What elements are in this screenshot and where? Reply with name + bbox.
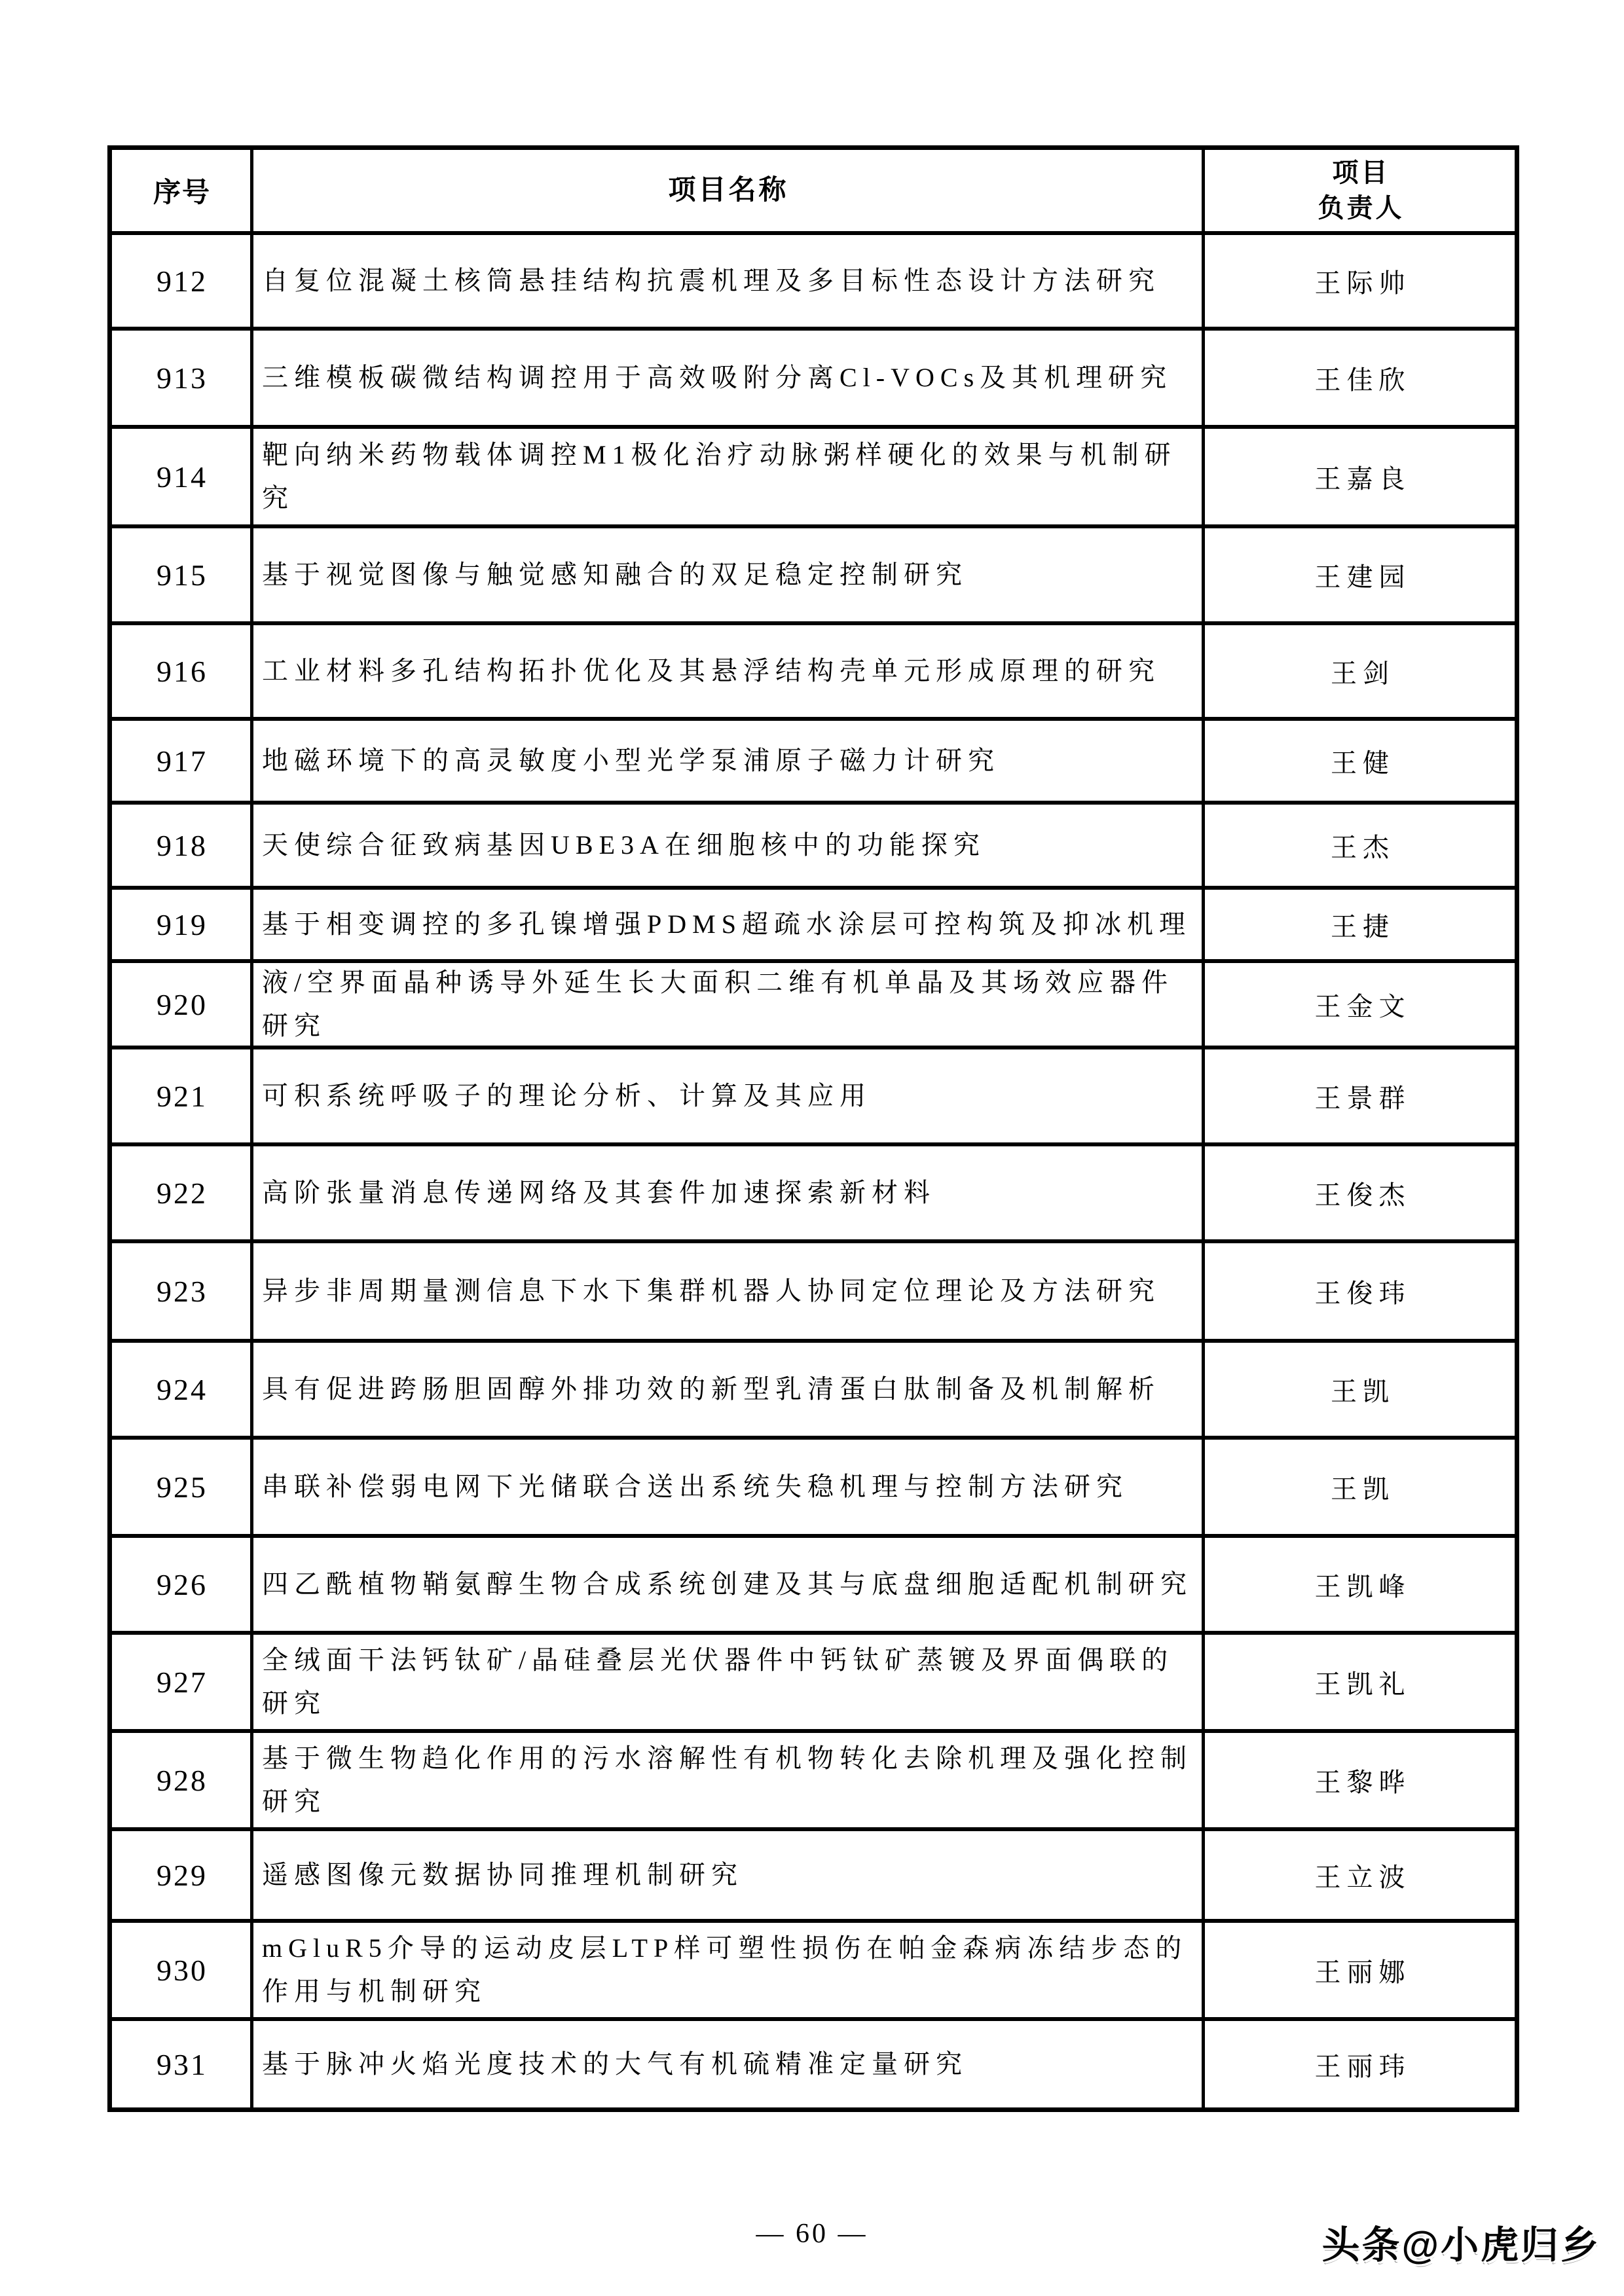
table-row [112, 1534, 1515, 1631]
project-leader: 王俊玮 [1314, 1278, 1411, 1308]
project-leader: 王健 [1331, 748, 1395, 778]
project-leader: 王俊杰 [1314, 1180, 1411, 1210]
project-leader: 王凯峰 [1314, 1571, 1411, 1601]
table-row [112, 717, 1515, 801]
project-name: 基于微生物趋化作用的污水溶解性有机物转化去除机理及强化控制研究 [253, 1733, 1205, 1827]
projects-table [107, 145, 1519, 2112]
project-name: 基于相变调控的多孔镍增强PDMS超疏水涂层可控构筑及抑冰机理 [253, 890, 1205, 959]
table-row [112, 1919, 1515, 2017]
table-row [112, 886, 1515, 959]
project-leader: 王际帅 [1314, 268, 1411, 298]
row-index: 919 [112, 890, 253, 959]
project-name: 基于视觉图像与触觉感知融合的双足稳定控制研究 [253, 528, 1205, 621]
project-name: 四乙酰植物鞘氨醇生物合成系统创建及其与底盘细胞适配机制研究 [253, 1538, 1205, 1631]
table-row [112, 2017, 1515, 2107]
project-name: 可积系统呼吸子的理论分析、计算及其应用 [253, 1049, 1205, 1142]
project-leader: 王凯 [1331, 1474, 1395, 1504]
row-index: 927 [112, 1635, 253, 1729]
row-index: 912 [112, 235, 253, 327]
project-name: 异步非周期量测信息下水下集群机器人协同定位理论及方法研究 [253, 1243, 1205, 1339]
header-index: 序号 [112, 150, 253, 231]
table-row [112, 1239, 1515, 1339]
project-leader: 王凯 [1331, 1376, 1395, 1406]
project-leader: 王凯礼 [1314, 1669, 1411, 1699]
table-row [112, 524, 1515, 621]
page-number: — 60 — [756, 2219, 868, 2249]
project-leader: 王丽玮 [1314, 2051, 1411, 2081]
row-index: 916 [112, 625, 253, 717]
project-leader: 王捷 [1331, 911, 1395, 941]
project-leader: 王黎晔 [1314, 1767, 1411, 1797]
project-name: mGluR5介导的运动皮层LTP样可塑性损伤在帕金森病冻结步态的作用与机制研究 [253, 1923, 1205, 2017]
row-index: 924 [112, 1343, 253, 1436]
row-index: 922 [112, 1146, 253, 1239]
project-name: 具有促进跨肠胆固醇外排功效的新型乳清蛋白肽制备及机制解析 [253, 1343, 1205, 1436]
table-row [112, 1339, 1515, 1436]
table-row [112, 327, 1515, 425]
row-index: 929 [112, 1831, 253, 1919]
row-index: 925 [112, 1440, 253, 1534]
row-index: 921 [112, 1049, 253, 1142]
project-name: 天使综合征致病基因UBE3A在细胞核中的功能探究 [253, 805, 1205, 886]
project-name: 工业材料多孔结构拓扑优化及其悬浮结构壳单元形成原理的研究 [253, 625, 1205, 717]
project-leader: 王建园 [1314, 562, 1411, 592]
project-leader: 王丽娜 [1314, 1957, 1411, 1987]
project-leader: 王佳欣 [1314, 365, 1411, 395]
row-index: 914 [112, 429, 253, 524]
project-name: 全绒面干法钙钛矿/晶硅叠层光伏器件中钙钛矿蒸镀及界面偶联的研究 [253, 1635, 1205, 1729]
table-header-row [112, 150, 1515, 231]
row-index: 918 [112, 805, 253, 886]
project-name: 靶向纳米药物载体调控M1极化治疗动脉粥样硬化的效果与机制研究 [253, 429, 1205, 524]
header-project-leader-line1: 项目 [1332, 158, 1390, 187]
header-project-leader [1205, 150, 1515, 231]
table-row [112, 1436, 1515, 1534]
project-leader: 王金文 [1314, 991, 1411, 1021]
table-body [112, 231, 1515, 2107]
table-row [112, 1729, 1515, 1827]
table-row [112, 1046, 1515, 1142]
project-leader: 王立波 [1314, 1862, 1411, 1892]
project-leader: 王嘉良 [1314, 464, 1411, 494]
row-index: 928 [112, 1733, 253, 1827]
row-index: 913 [112, 331, 253, 425]
table-row [112, 621, 1515, 717]
project-name: 基于脉冲火焰光度技术的大气有机硫精准定量研究 [253, 2021, 1205, 2107]
row-index: 931 [112, 2021, 253, 2107]
project-name: 液/空界面晶种诱导外延生长大面积二维有机单晶及其场效应器件研究 [253, 963, 1205, 1046]
project-leader: 王景群 [1314, 1083, 1411, 1113]
project-name: 地磁环境下的高灵敏度小型光学泵浦原子磁力计研究 [253, 721, 1205, 801]
table-row [112, 1142, 1515, 1239]
row-index: 915 [112, 528, 253, 621]
table-row [112, 959, 1515, 1046]
table-row [112, 801, 1515, 886]
table-row [112, 1827, 1515, 1919]
project-name: 三维模板碳微结构调控用于高效吸附分离Cl-VOCs及其机理研究 [253, 331, 1205, 425]
project-leader: 王杰 [1331, 832, 1395, 862]
table-row [112, 231, 1515, 327]
header-project-leader-line2: 负责人 [1318, 193, 1405, 223]
row-index: 930 [112, 1923, 253, 2017]
row-index: 920 [112, 963, 253, 1046]
project-name: 遥感图像元数据协同推理机制研究 [253, 1831, 1205, 1919]
project-name: 高阶张量消息传递网络及其套件加速探索新材料 [253, 1146, 1205, 1239]
row-index: 917 [112, 721, 253, 801]
project-name: 自复位混凝土核筒悬挂结构抗震机理及多目标性态设计方法研究 [253, 235, 1205, 327]
project-leader: 王剑 [1331, 658, 1395, 688]
project-name: 串联补偿弱电网下光储联合送出系统失稳机理与控制方法研究 [253, 1440, 1205, 1534]
table-row [112, 425, 1515, 524]
table-row [112, 1631, 1515, 1729]
row-index: 923 [112, 1243, 253, 1339]
row-index: 926 [112, 1538, 253, 1631]
watermark: 头条@小虎归乡 [1321, 2224, 1600, 2267]
header-project-name: 项目名称 [253, 150, 1205, 231]
